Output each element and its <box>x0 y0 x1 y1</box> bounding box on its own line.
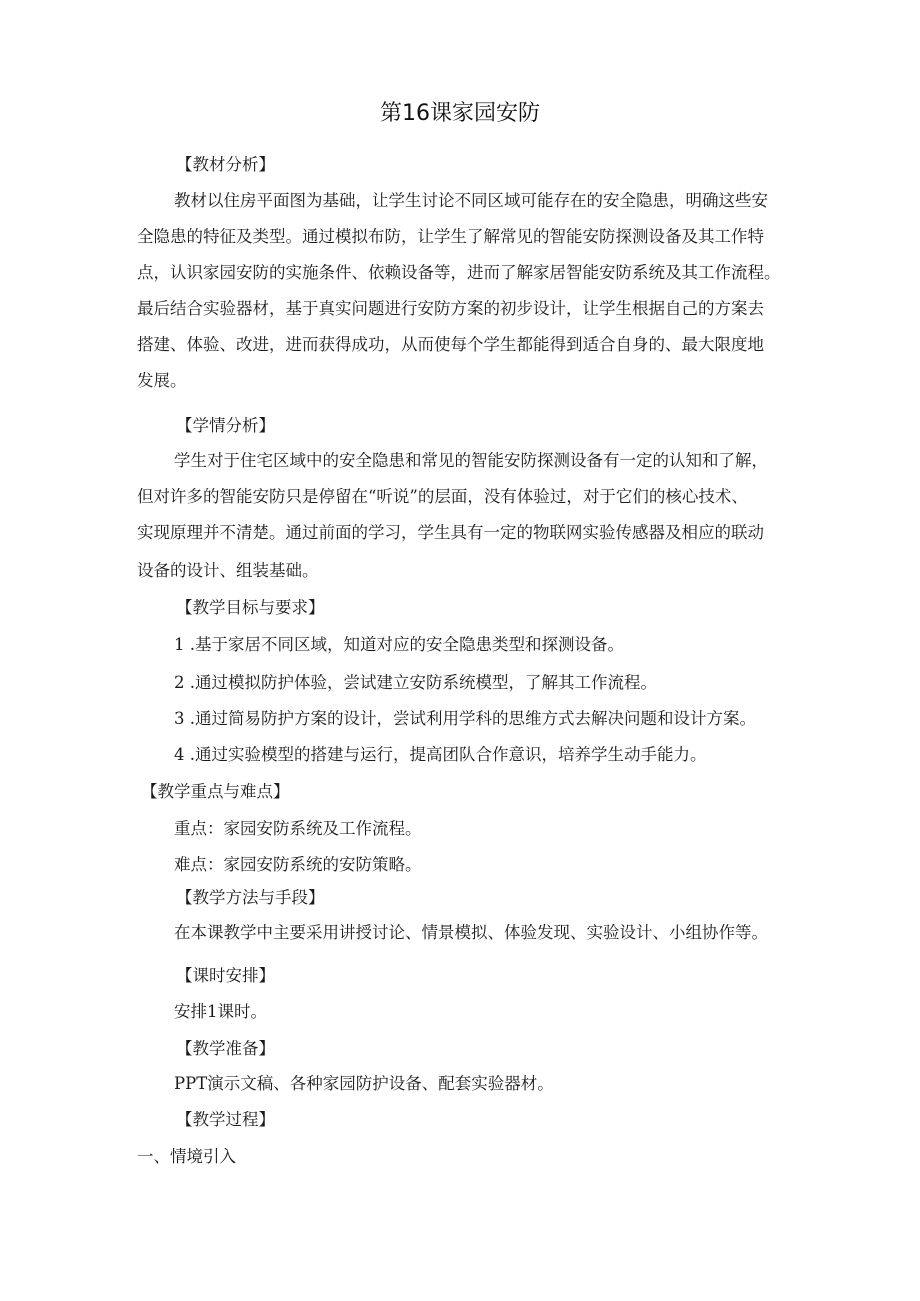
material-analysis-line: 全隐患的特征及类型。通过模拟布防，让学生了解常见的智能安防探测设备及其工作特 <box>137 227 764 246</box>
material-analysis-heading: 【教材分析】 <box>176 155 275 174</box>
preparation-heading: 【教学准备】 <box>176 1039 275 1058</box>
methods-heading: 【教学方法与手段】 <box>176 888 325 907</box>
material-analysis-line: 点，认识家园安防的实施条件、依赖设备等，进而了解家居智能安防系统及其工作流程。 <box>137 263 781 282</box>
student-analysis-line: 实现原理并不清楚。通过前面的学习，学生具有一定的物联网实验传感器及相应的联动 <box>137 523 764 542</box>
schedule-heading: 【课时安排】 <box>176 966 275 985</box>
objective-item: 2 .通过模拟防护体验，尝试建立安防系统模型，了解其工作流程。 <box>174 673 657 692</box>
process-step-1: 一、情境引入 <box>137 1147 236 1166</box>
objective-item: 1 .基于家居不同区域，知道对应的安全隐患类型和探测设备。 <box>174 635 624 654</box>
material-analysis-line: 发展。 <box>137 371 187 390</box>
preparation-text: PPT演示文稿、各种家园防护设备、配套实验器材。 <box>174 1074 554 1093</box>
key-point-text: 重点：家园安防系统及工作流程。 <box>174 819 422 838</box>
process-heading: 【教学过程】 <box>176 1110 275 1129</box>
page-title: 第16课家园安防 <box>380 101 540 126</box>
objective-item: 3 .通过简易防护方案的设计，尝试利用学科的思维方式去解决问题和设计方案。 <box>174 709 756 728</box>
methods-text: 在本课教学中主要采用讲授讨论、情景模拟、体验发现、实验设计、小组协作等。 <box>174 923 768 942</box>
key-points-heading: 【教学重点与难点】 <box>141 782 290 801</box>
objectives-heading: 【教学目标与要求】 <box>176 598 325 617</box>
student-analysis-line: 设备的设计、组装基础。 <box>137 561 319 580</box>
material-analysis-line: 搭建、体验、改进，进而获得成功，从而使每个学生都能得到适合自身的、最大限度地 <box>137 335 764 354</box>
material-analysis-line: 教材以住房平面图为基础，让学生讨论不同区域可能存在的安全隐患，明确这些安 <box>174 191 768 210</box>
schedule-text: 安排1课时。 <box>174 1002 267 1021</box>
student-analysis-heading: 【学情分析】 <box>176 416 275 435</box>
student-analysis-line: 学生对于住宅区域中的安全隐患和常见的智能安防探测设备有一定的认知和了解， <box>174 451 768 470</box>
difficulty-text: 难点：家园安防系统的安防策略。 <box>174 855 422 874</box>
objective-item: 4 .通过实验模型的搭建与运行，提高团队合作意识，培养学生动手能力。 <box>174 745 707 764</box>
material-analysis-line: 最后结合实验器材，基于真实问题进行安防方案的初步设计，让学生根据自己的方案去 <box>137 299 764 318</box>
student-analysis-line: 但对许多的智能安防只是停留在“听说”的层面，没有体验过，对于它们的核心技术、 <box>137 487 748 506</box>
